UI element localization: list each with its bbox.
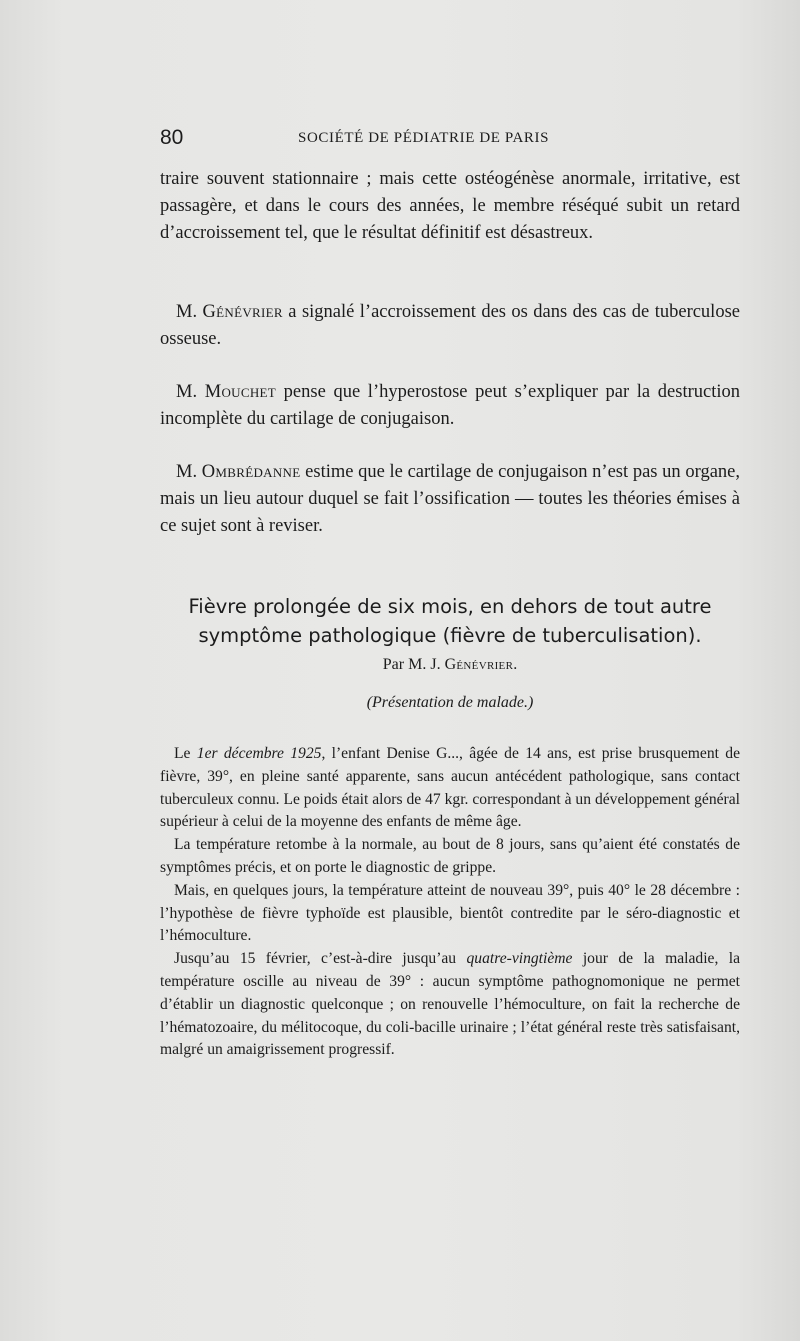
case-lead: Le xyxy=(174,745,197,762)
page-header xyxy=(160,126,740,154)
remark-paragraph xyxy=(160,459,740,540)
speaker-name: Mouchet xyxy=(204,382,277,402)
remark-paragraph xyxy=(160,299,740,353)
speaker-name: Ombrédanne xyxy=(201,462,301,482)
remark-ombredanne xyxy=(160,459,740,540)
case-paragraph-1 xyxy=(160,743,740,834)
author-prefix: Par M. J. xyxy=(382,656,445,673)
author-suffix: . xyxy=(513,656,518,673)
continuation-paragraph: traire souvent stationnaire ; mais cette ostéogénèse anormale, irritative, est passagère, et dans le cours des années, le membre réséqué subit un retard d’accroissement tel, que le résultat définitif est désastreux. xyxy=(160,169,740,243)
remark-mouchet xyxy=(160,379,740,433)
article-author xyxy=(160,656,740,674)
case-report xyxy=(160,743,740,1062)
case-date: 1er décembre 1925 xyxy=(196,745,322,762)
case-emphasis: quatre-vingtième xyxy=(466,950,573,968)
case-paragraph-3: Mais, en quelques jours, la température atteint de nouveau 39°, puis 40° le 28 décembre : l’hypothèse de fièvre typhoïde est plausible, bientôt contredite par le séro-diagnostic et l’hémoculture. xyxy=(160,881,740,945)
page-number: 80 xyxy=(160,126,184,149)
remark-text: estime que le cartilage de conjugaison n’est pas un organe, mais un lieu autour duquel se fait l’ossification — toutes les théories émises à ce sujet sont à reviser. xyxy=(160,462,740,536)
author-name: Génévrier xyxy=(444,656,514,673)
case-paragraph-4 xyxy=(160,948,740,1062)
article-title-line-2: symptôme pathologique (fièvre de tuberculisation). xyxy=(198,624,702,647)
discussion-continuation xyxy=(160,166,740,247)
article-title xyxy=(160,592,740,650)
speaker-name: Génévrier xyxy=(202,302,283,322)
speaker-prefix: M. xyxy=(176,382,205,402)
remark-paragraph xyxy=(160,379,740,433)
article-title-line-1: Fièvre prolongée de six mois, en dehors de tout autre xyxy=(188,595,712,618)
speaker-prefix: M. xyxy=(176,462,202,482)
speaker-prefix: M. xyxy=(176,302,203,322)
case-text: , l’enfant Denise G..., âgée de 14 ans, est prise brusquement de fièvre, 39°, en pleine santé apparente, sans aucun antécédent pathologique, sans contact tuberculeux connu. Le poids était alors de 47 kgr. correspondant à un développement général supérieur à celui de la moyenne des enfants de même âge. xyxy=(160,745,740,831)
remark-text: pense que l’hyperostose peut s’expliquer par la destruction incomplète du cartilage de conjugaison. xyxy=(160,382,740,429)
remark-genevrier xyxy=(160,299,740,353)
case-paragraph-2: La température retombe à la normale, au bout de 8 jours, sans qu’aient été constatés de symptômes précis, et on porte le diagnostic de grippe. xyxy=(160,836,740,876)
presentation-note: (Présentation de malade.) xyxy=(366,694,534,711)
case-text: jour de la maladie, la température oscille au niveau de 39° : aucun symptôme pathognomonique ne permet d’établir un diagnostic quelconque ; on renouvelle l’hémoculture, on fait la recherche de l’hématozoaire, du mélitocoque, du coli-bacille urinaire ; l’état général reste très satisfaisant, malgré un amaigrissement progressif. xyxy=(160,950,740,1059)
remark-text: a signalé l’accroissement des os dans des cas de tuberculose osseuse. xyxy=(160,302,740,349)
running-title: SOCIÉTÉ DE PÉDIATRIE DE PARIS xyxy=(298,130,550,146)
case-lead: Jusqu’au 15 février, c’est-à-dire jusqu’au xyxy=(174,950,467,968)
